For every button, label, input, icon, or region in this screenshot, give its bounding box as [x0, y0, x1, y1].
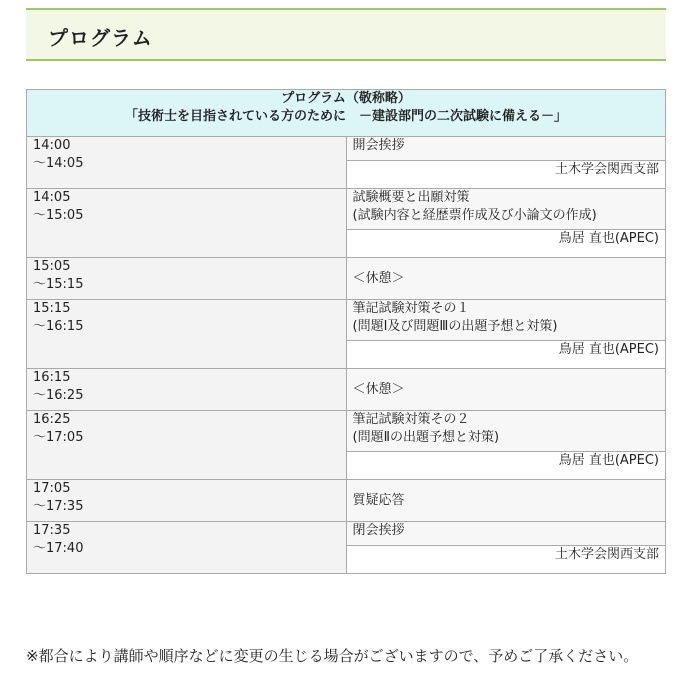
speaker-cell: 鳥居 直也(APEC)	[346, 230, 666, 258]
time-end: ～15:05	[33, 208, 84, 223]
table-row	[27, 258, 666, 300]
table-row	[27, 369, 666, 411]
page-title: プログラム	[48, 26, 153, 50]
time-cell	[27, 258, 347, 300]
time-cell	[27, 300, 347, 369]
time-cell	[27, 480, 347, 522]
session-subtitle: (問題Ⅰ及び問題Ⅲの出題予想と対策)	[352, 319, 558, 334]
table-header-row	[27, 90, 666, 137]
session-title-cell	[346, 480, 666, 522]
session-subtitle: (問題Ⅱの出題予想と対策)	[352, 430, 500, 445]
time-cell	[27, 189, 347, 258]
session-title-cell	[346, 258, 666, 300]
table-row	[27, 522, 666, 546]
time-start: 14:00	[33, 138, 71, 153]
table-header	[27, 90, 666, 137]
section-header	[26, 8, 666, 61]
session-title-cell	[346, 137, 666, 161]
footnote: ※都合により講師や順序などに変更の生じる場合がございますので、予めご了承ください。	[26, 647, 639, 665]
time-end: ～17:40	[33, 541, 84, 556]
session-title-cell	[346, 522, 666, 546]
time-start: 14:05	[33, 190, 71, 205]
session-title: 質疑応答	[352, 492, 405, 508]
session-subtitle: (試験内容と経歴票作成及び小論文の作成)	[352, 208, 597, 223]
session-title: 開会挨拶	[352, 138, 405, 153]
session-title: 閉会挨拶	[352, 523, 405, 538]
speaker-cell: 土木学会関西支部	[346, 546, 666, 574]
time-start: 17:05	[33, 481, 71, 496]
time-start: 16:15	[33, 370, 71, 385]
session-title-cell	[346, 189, 666, 230]
table-row	[27, 137, 666, 161]
time-cell	[27, 522, 347, 574]
table-header-title: プログラム（敬称略）	[281, 91, 411, 106]
session-title-cell	[346, 300, 666, 341]
session-title: ＜休憩＞	[352, 270, 405, 286]
table-row	[27, 189, 666, 230]
time-start: 15:05	[33, 259, 71, 274]
time-start: 16:25	[33, 412, 71, 427]
time-cell	[27, 411, 347, 480]
table-header-subtitle: 「技術士を目指されている方のために －建設部門の二次試験に備える－」	[124, 109, 567, 124]
session-title: 筆記試験対策その１	[352, 301, 470, 316]
table-row	[27, 300, 666, 341]
speaker-cell: 土木学会関西支部	[346, 161, 666, 189]
time-start: 15:15	[33, 301, 71, 316]
speaker-cell: 鳥居 直也(APEC)	[346, 341, 666, 369]
time-end: ～16:15	[33, 319, 84, 334]
time-end: ～17:05	[33, 430, 84, 445]
time-end: ～15:15	[33, 277, 84, 292]
session-title: 試験概要と出願対策	[352, 190, 470, 205]
program-table	[26, 89, 666, 574]
session-title: ＜休憩＞	[352, 381, 405, 397]
session-title: 筆記試験対策その２	[352, 412, 470, 427]
time-end: ～14:05	[33, 156, 84, 171]
session-title-cell	[346, 411, 666, 452]
time-end: ～16:25	[33, 388, 84, 403]
time-cell	[27, 369, 347, 411]
session-title-cell	[346, 369, 666, 411]
table-row	[27, 411, 666, 452]
table-row	[27, 480, 666, 522]
time-end: ～17:35	[33, 499, 84, 514]
speaker-cell: 鳥居 直也(APEC)	[346, 452, 666, 480]
time-cell	[27, 137, 347, 189]
time-start: 17:35	[33, 523, 71, 538]
